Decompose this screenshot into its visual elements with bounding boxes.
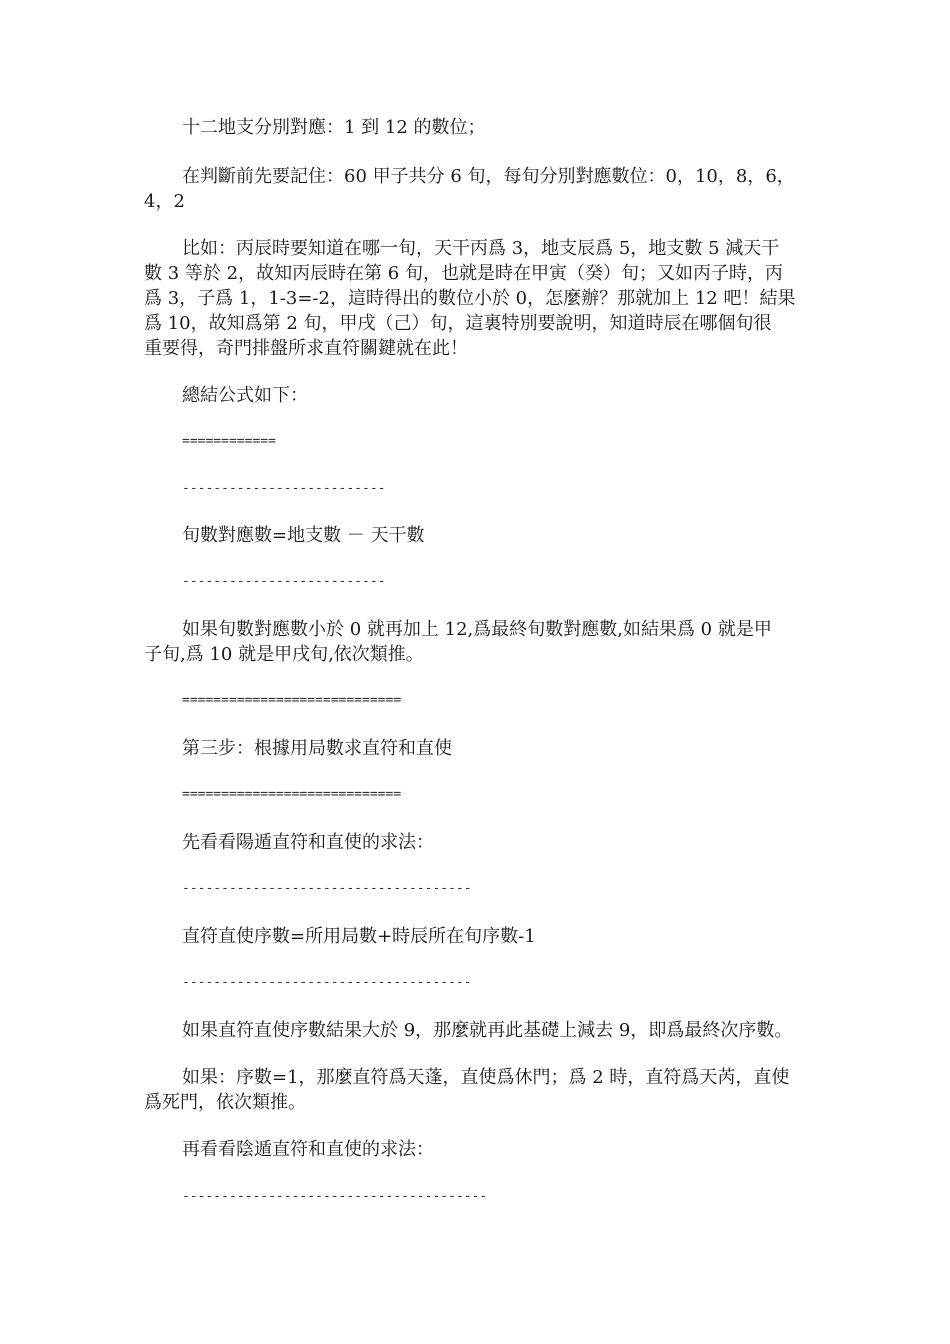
paragraph-negative-line-1: 如果旬數對應數小於 0 就再加上 12,爲最終旬數對應數,如結果爲 0 就是甲 [182,619,772,640]
paragraph-example-line-4: 爲 10，故知爲第 2 旬，甲戌（己）旬，這裏特別要說明，知道時辰在哪個旬很 [144,313,772,334]
paragraph-summary: 總結公式如下： [182,385,308,406]
separator-equals: ============ [182,434,276,449]
heading-step-three: 第三步：根據用局數求直符和直使 [182,738,452,759]
formula-zhifu-zhishi: 直符直使序數=所用局數+時辰所在旬序數-1 [182,926,536,947]
paragraph-example-line-1: 比如：丙辰時要知道在哪一旬，天干丙爲 3，地支辰爲 5，地支數 5 減天干 [182,238,780,259]
paragraph-greater-than-nine: 如果直符直使序數結果大於 9，那麼就再此基礎上減去 9，即爲最終次序數。 [182,1020,793,1041]
separator-dashes: ------------------------------------- [182,881,472,896]
separator-dashes: -------------------------- [182,574,386,589]
separator-dashes: ------------------------------------- [182,975,472,990]
paragraph-yang-method: 先看看陽遁直符和直使的求法： [182,832,434,853]
separator-dashes: -------------------------- [182,481,386,496]
paragraph-memorize-line-1: 在判斷前先要記住：60 甲子共分 6 旬，每旬分別對應數位：0，10，8，6， [182,166,795,187]
paragraph-sequence-line-2: 爲死門，依次類推。 [144,1092,306,1113]
paragraph-example-line-3: 爲 3，子爲 1，1-3=-2，這時得出的數位小於 0，怎麼辦？那就加上 12 吧！結果 [144,288,796,309]
paragraph-example-line-5: 重要得，奇門排盤所求直符關鍵就在此！ [144,338,468,359]
paragraph-earthly-branches: 十二地支分別對應：1 到 12 的數位； [182,117,486,138]
paragraph-negative-line-2: 子旬,爲 10 就是甲戌旬,依次類推。 [144,644,424,665]
paragraph-example-line-2: 數 3 等於 2，故知丙辰時在第 6 旬，也就是時在甲寅（癸）旬；又如丙子時，丙 [144,263,783,284]
separator-dashes: --------------------------------------- [182,1189,488,1204]
paragraph-yin-method: 再看看陰遁直符和直使的求法： [182,1139,434,1160]
formula-xun-number: 旬數對應數=地支數 － 天干數 [182,525,425,546]
paragraph-memorize-line-2: 4，2 [144,191,185,212]
paragraph-sequence-line-1: 如果：序數=1，那麼直符爲天蓬，直使爲休門；爲 2 時，直符爲天芮，直使 [182,1067,790,1088]
separator-equals: ============================ [182,787,402,802]
separator-equals: ============================ [182,693,402,708]
